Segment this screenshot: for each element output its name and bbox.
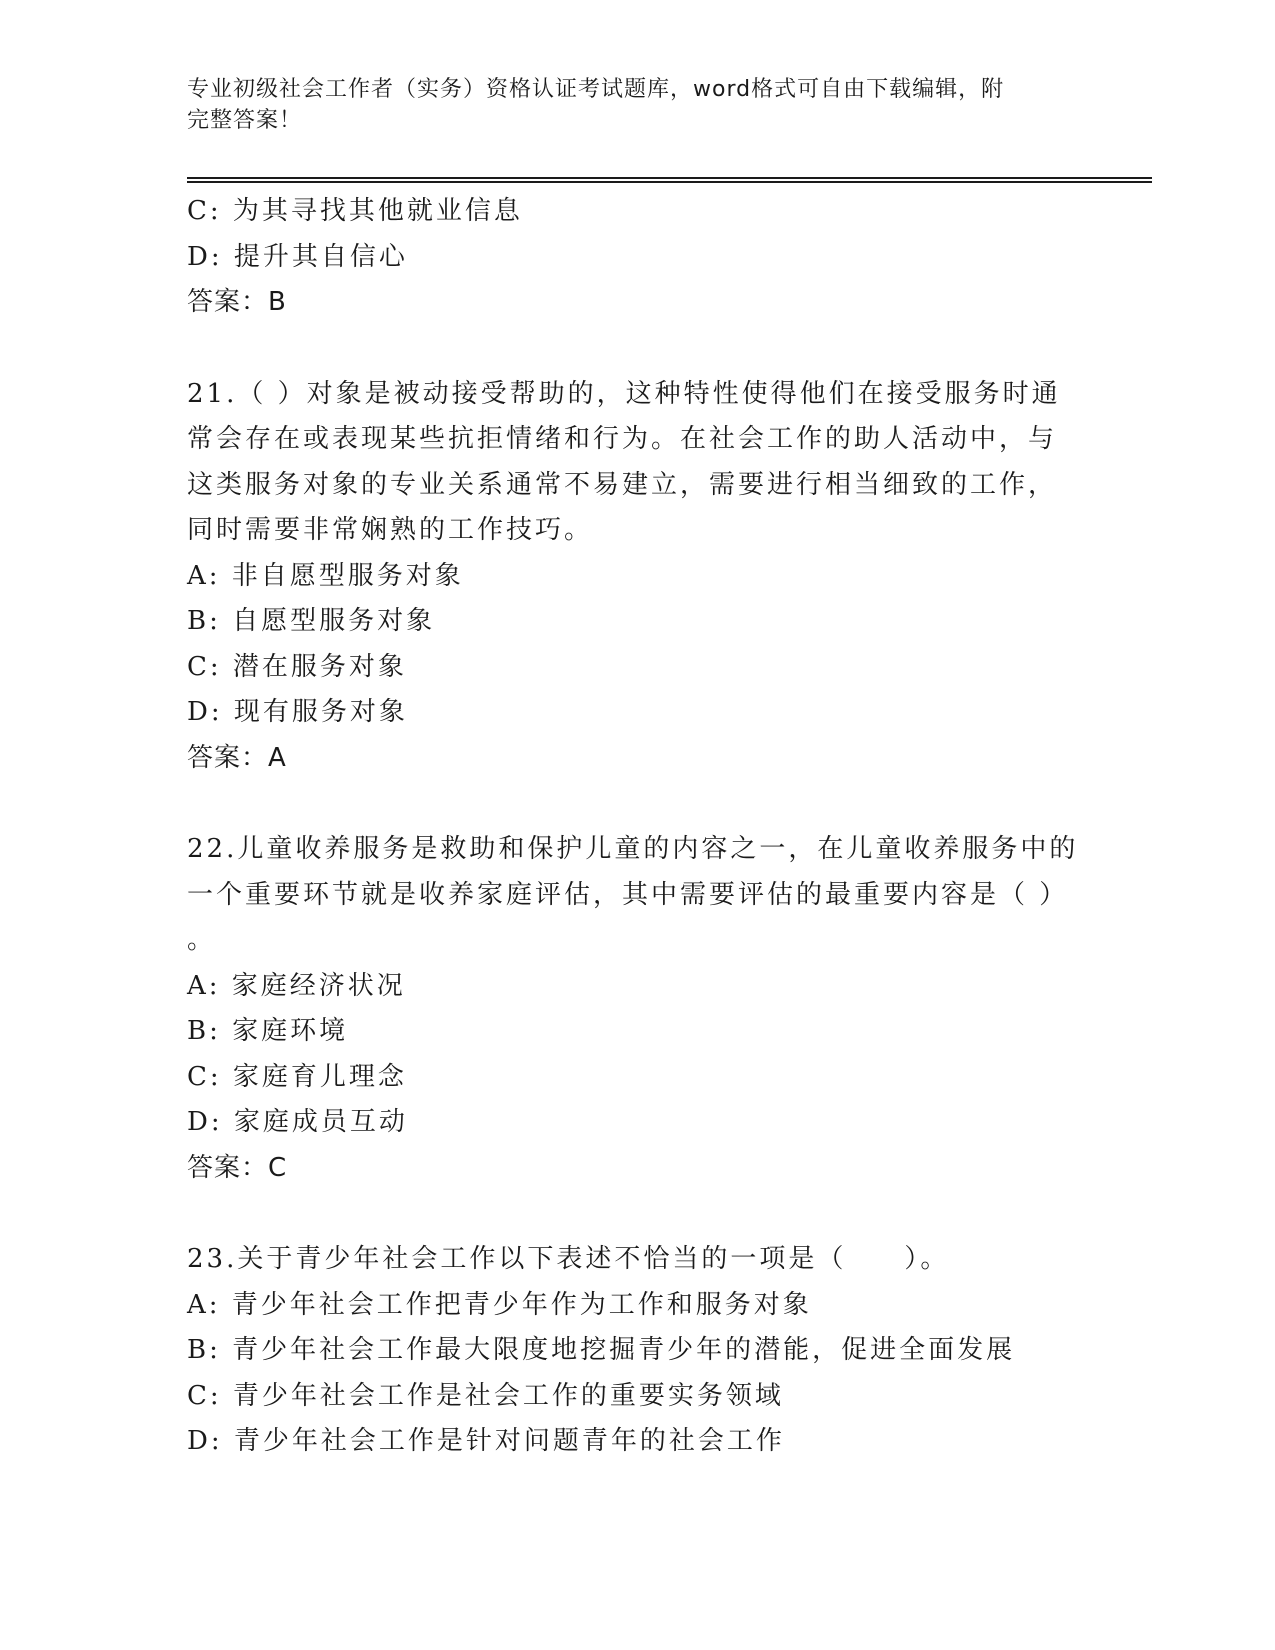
option-d: D: 提升其自信心 (187, 241, 408, 272)
option-c: C: 为其寻找其他就业信息 (187, 196, 523, 226)
option-d: D: 青少年社会工作是针对问题青年的社会工作 (187, 1426, 785, 1456)
document-body (187, 189, 1087, 1465)
answer-line: 答案：C (187, 1152, 288, 1183)
question-stem-line: 22.儿童收养服务是救助和保护儿童的内容之一，在儿童收养服务中的 (187, 834, 1079, 864)
question-stem-line: 常会存在或表现某些抗拒情绪和行为。在社会工作的助人活动中，与 (187, 424, 1058, 454)
question-22 (187, 827, 1087, 1191)
question-stem-line: 一个重要环节就是收养家庭评估，其中需要评估的最重要内容是（ ） (187, 879, 1069, 910)
question-23 (187, 1237, 1087, 1465)
option-b: B: 家庭环境 (187, 1016, 349, 1046)
header-line-2: 完整答案！ (187, 108, 303, 133)
header-line-1: 专业初级社会工作者（实务）资格认证考试题库，word格式可自由下载编辑，附 (187, 77, 1005, 102)
answer-line: 答案：B (187, 287, 287, 317)
question-stem-line: 。 (187, 925, 217, 955)
option-d: D: 现有服务对象 (187, 697, 408, 727)
option-d: D: 家庭成员互动 (187, 1107, 408, 1137)
header-divider-bottom (187, 181, 1152, 183)
option-b: B: 青少年社会工作最大限度地挖掘青少年的潜能，促进全面发展 (187, 1335, 1016, 1365)
option-c: C: 潜在服务对象 (187, 651, 407, 682)
option-a: A: 非自愿型服务对象 (187, 560, 464, 591)
option-c: C: 青少年社会工作是社会工作的重要实务领域 (187, 1380, 784, 1411)
question-stem-line: 同时需要非常娴熟的工作技巧。 (187, 515, 594, 545)
question-spacer (187, 1191, 1087, 1237)
option-b: B: 自愿型服务对象 (187, 606, 436, 636)
question-spacer (187, 781, 1087, 827)
option-c: C: 家庭育儿理念 (187, 1061, 407, 1092)
question-20-tail (187, 189, 1087, 326)
question-stem-line: 这类服务对象的专业关系通常不易建立，需要进行相当细致的工作， (187, 469, 1058, 500)
question-21 (187, 372, 1087, 782)
question-stem-line: 21.（ ）对象是被动接受帮助的，这种特性使得他们在接受服务时通 (187, 378, 1061, 409)
option-a: A: 青少年社会工作把青少年作为工作和服务对象 (187, 1289, 812, 1320)
document-header (187, 74, 1067, 136)
question-stem-line: 23.关于青少年社会工作以下表述不恰当的一项是（ ）。 (187, 1244, 950, 1274)
question-spacer (187, 326, 1087, 372)
header-divider-top (187, 177, 1152, 179)
option-a: A: 家庭经济状况 (187, 970, 406, 1001)
answer-line: 答案：A (187, 742, 287, 773)
